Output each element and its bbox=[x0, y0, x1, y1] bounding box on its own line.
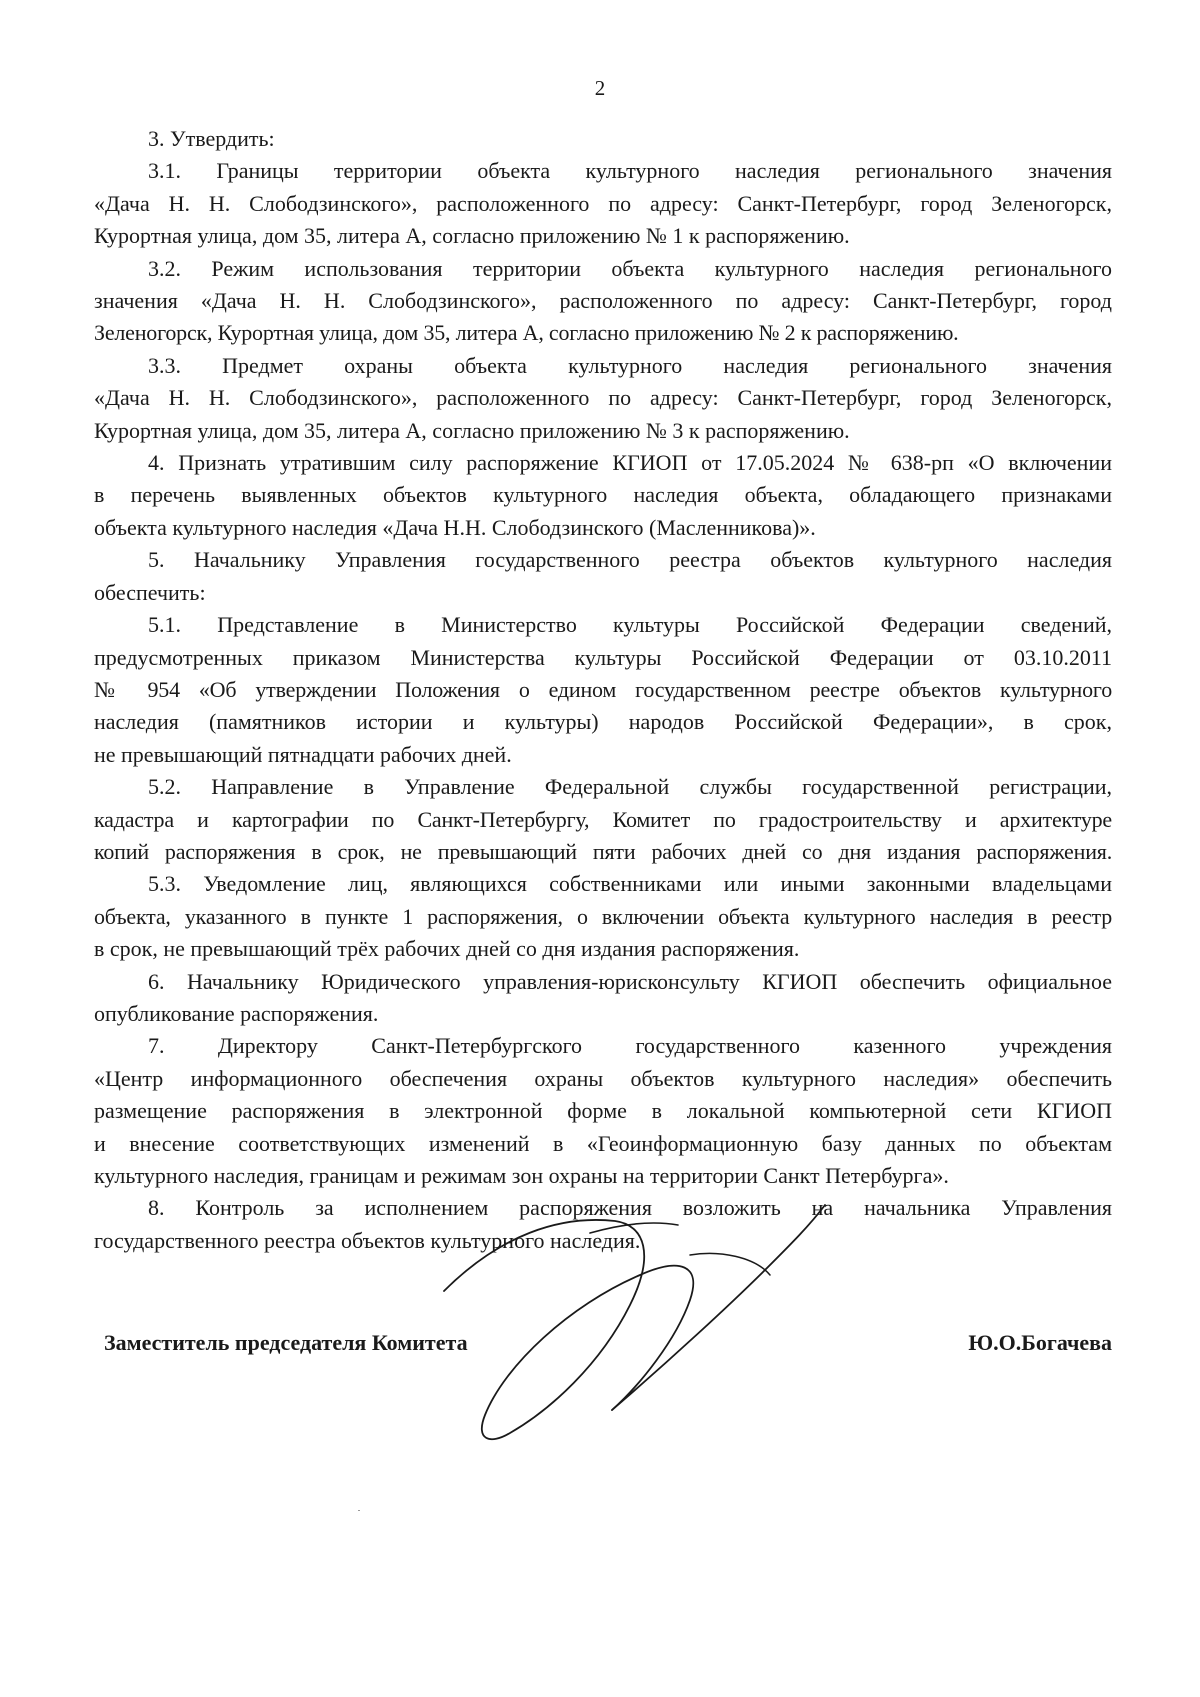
paragraph-line: 4. Признать утратившим силу распоряжение КГИОП от 17.05.2024 № 638-рп «О включении bbox=[148, 450, 1112, 476]
paragraph-line: Зеленогорск, Курортная улица, дом 35, литера А, согласно приложению № 2 к распоряжению. bbox=[94, 320, 959, 346]
paragraph-5 bbox=[94, 544, 1112, 609]
signatory-title: Заместитель председателя Комитета bbox=[104, 1330, 468, 1355]
paragraph-line: культурного наследия, границам и режимам зон охраны на территории Санкт Петербурга». bbox=[94, 1163, 949, 1188]
paragraph-line: 3. Утвердить: bbox=[148, 126, 275, 151]
paragraph-line: 6. Начальнику Юридического управления-юрисконсульту КГИОП обеспечить официальное bbox=[148, 968, 1112, 994]
paragraph-line: предусмотренных приказом Министерства культуры Российской Федерации от 03.10.2011 bbox=[94, 644, 1112, 670]
paragraph-3-3 bbox=[94, 350, 1112, 447]
paragraph-line: 5.3. Уведомление лиц, являющихся собственниками или иными законными владельцами bbox=[148, 871, 1112, 897]
paragraph-line: Курортная улица, дом 35, литера А, согласно приложению № 1 к распоряжению. bbox=[94, 223, 850, 249]
paragraph-3-2 bbox=[94, 253, 1112, 350]
paragraph-line: «Центр информационного обеспечения охраны объектов культурного наследия» обеспечить bbox=[94, 1065, 1112, 1091]
paragraph-line: в срок, не превышающий трёх рабочих дней со дня издания распоряжения. bbox=[94, 936, 800, 962]
document-body bbox=[94, 123, 1112, 1257]
paragraph-line: объекта, указанного в пункте 1 распоряжения, о включении объекта культурного наследия в реестр bbox=[94, 903, 1112, 929]
paragraph-line: размещение распоряжения в электронной форме в локальной компьютерной сети КГИОП bbox=[94, 1098, 1112, 1124]
paragraph-line: копий распоряжения в срок, не превышающий пяти рабочих дней со дня издания распоряжения. bbox=[94, 838, 1112, 864]
paragraph-line: опубликование распоряжения. bbox=[94, 1000, 379, 1026]
paragraph-line: 7. Директору Санкт-Петербургского государственного казенного учреждения bbox=[148, 1033, 1112, 1059]
paragraph-7 bbox=[94, 1030, 1112, 1192]
paragraph-4 bbox=[94, 447, 1112, 544]
paragraph-line: Курортная улица, дом 35, литера А, согласно приложению № 3 к распоряжению. bbox=[94, 417, 850, 443]
paragraph-line: «Дача Н. Н. Слободзинского», расположенного по адресу: Санкт-Петербург, город Зеленогорск, bbox=[94, 385, 1112, 411]
paragraph-line: наследия (памятников истории и культуры) народов Российской Федерации», в срок, bbox=[94, 709, 1112, 735]
paragraph-line: 3.3. Предмет охраны объекта культурного наследия регионального значения bbox=[148, 352, 1112, 378]
paragraph-line: 5.1. Представление в Министерство культуры Российской Федерации сведений, bbox=[148, 612, 1112, 638]
paragraph-line: и внесение соответствующих изменений в «Геоинформационную базу данных по объектам bbox=[94, 1130, 1112, 1156]
paragraph-line: 3.2. Режим использования территории объекта культурного наследия регионального bbox=[148, 255, 1112, 281]
paragraph-6 bbox=[94, 966, 1112, 1031]
paragraph-line: обеспечить: bbox=[94, 579, 206, 605]
paragraph-5-1 bbox=[94, 609, 1112, 771]
paragraph-line: значения «Дача Н. Н. Слободзинского», расположенного по адресу: Санкт-Петербург, город bbox=[94, 288, 1112, 314]
page-number: 2 bbox=[594, 76, 606, 100]
paragraph-3 bbox=[94, 123, 1112, 155]
paragraph-5-2 bbox=[94, 771, 1112, 868]
paragraph-line: 5. Начальнику Управления государственного реестра объектов культурного наследия bbox=[148, 547, 1112, 573]
handwritten-signature bbox=[440, 1195, 920, 1455]
paragraph-line: государственного реестра объектов культурного наследия. bbox=[94, 1227, 641, 1253]
paragraph-line: кадастра и картографии по Санкт-Петербургу, Комитет по градостроительству и архитектуре bbox=[94, 806, 1112, 832]
paragraph-3-1 bbox=[94, 155, 1112, 252]
signatory-name: Ю.О.Богачева bbox=[968, 1330, 1112, 1355]
paragraph-line: объекта культурного наследия «Дача Н.Н. Слободзинского (Масленникова)». bbox=[94, 514, 816, 540]
paragraph-line: в перечень выявленных объектов культурного наследия объекта, обладающего признаками bbox=[94, 482, 1112, 508]
paragraph-line: № 954 «Об утверждении Положения о едином государственном реестре объектов культурного bbox=[94, 676, 1112, 702]
paragraph-line: «Дача Н. Н. Слободзинского», расположенного по адресу: Санкт-Петербург, город Зеленогорск, bbox=[94, 190, 1112, 216]
scan-speck bbox=[358, 1510, 360, 1511]
paragraph-line: 5.2. Направление в Управление Федеральной службы государственной регистрации, bbox=[148, 774, 1112, 800]
paragraph-line: не превышающий пятнадцати рабочих дней. bbox=[94, 741, 512, 767]
paragraph-5-3 bbox=[94, 868, 1112, 965]
paragraph-line: 3.1. Границы территории объекта культурного наследия регионального значения bbox=[148, 158, 1112, 184]
paragraph-line: 8. Контроль за исполнением распоряжения возложить на начальника Управления bbox=[148, 1195, 1112, 1221]
